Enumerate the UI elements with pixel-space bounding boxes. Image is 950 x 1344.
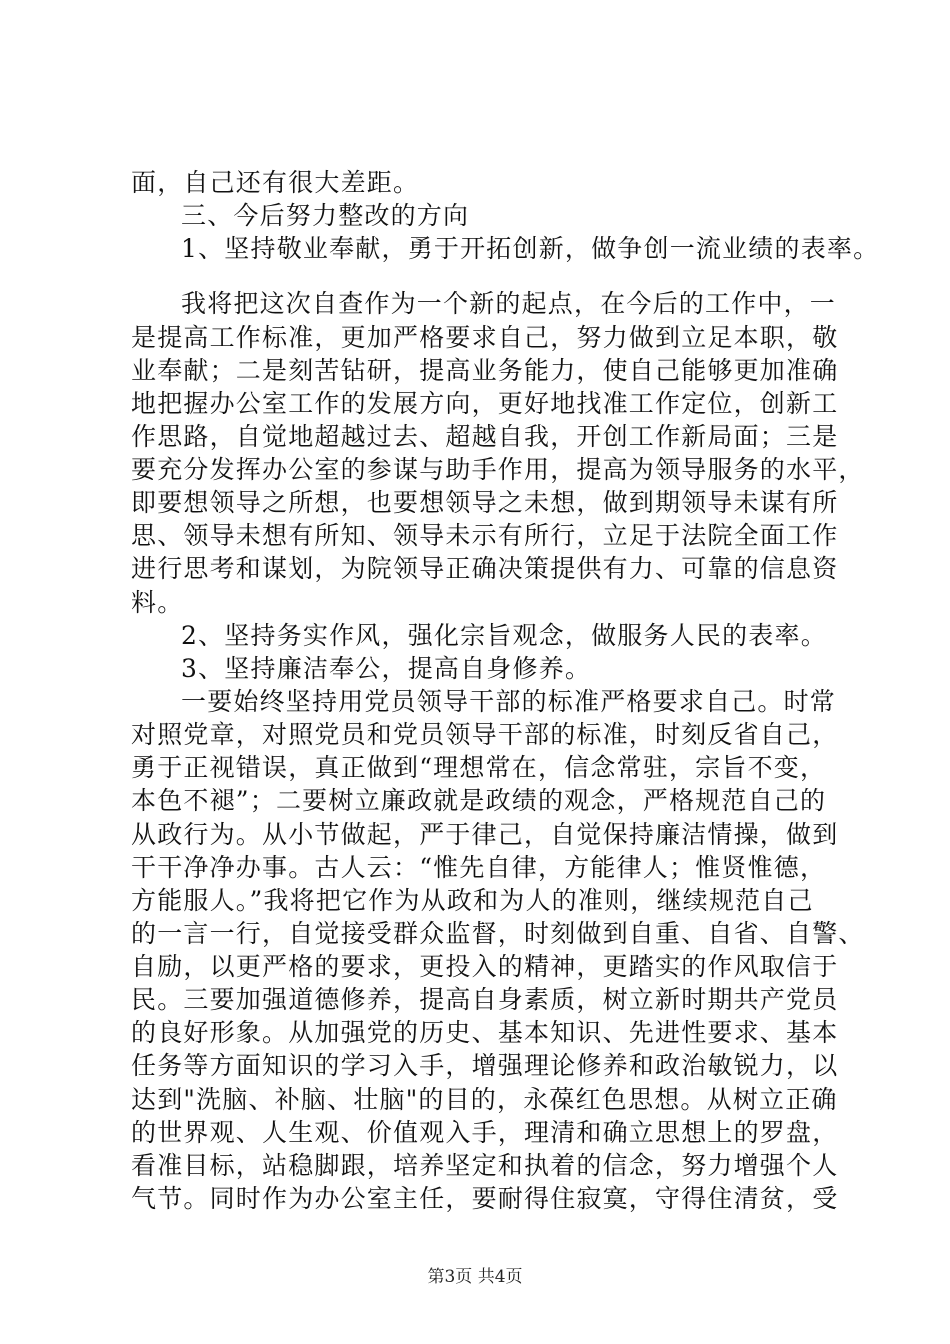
text-line: 看准目标，站稳脚跟，培养坚定和执着的信念，努力增强个人	[131, 1151, 839, 1180]
text-line: 一要始终坚持用党员领导干部的标准严格要求自己。时常	[181, 687, 837, 716]
text-line: 思、领导未想有所知、领导未示有所行，立足于法院全面工作	[131, 521, 839, 550]
text-line: 进行思考和谋划，为院领导正确决策提供有力、可靠的信息资	[131, 554, 839, 583]
text-line: 业奉献；二是刻苦钻研，提高业务能力，使自己能够更加准确	[131, 356, 839, 385]
text-line: 达到"洗脑、补脑、壮脑"的目的，永葆红色思想。从树立正确	[131, 1085, 838, 1114]
subheading: 2、坚持务实作风，强化宗旨观念，做服务人民的表率。	[181, 621, 827, 650]
text-line: 从政行为。从小节做起，严于律己，自觉保持廉洁情操，做到	[131, 820, 839, 849]
text-line: 对照党章，对照党员和党员领导干部的标准，时刻反省自己，	[131, 720, 839, 749]
text-line: 面，自己还有很大差距。	[131, 168, 420, 197]
subheading: 1、坚持敬业奉献，勇于开拓创新，做争创一流业绩的表率。	[181, 234, 880, 263]
text-line: 干干净净办事。古人云：“惟先自律，方能律人；惟贤惟德，	[131, 853, 827, 882]
section-heading: 三、今后努力整改的方向	[181, 201, 470, 230]
text-line: 任务等方面知识的学习入手，增强理论修养和政治敏锐力，以	[131, 1051, 839, 1080]
text-line: 作思路，自觉地超越过去、超越自我，开创工作新局面；三是	[131, 422, 839, 451]
text-line: 是提高工作标准，更加严格要求自己，努力做到立足本职，敬	[131, 323, 839, 352]
text-line: 我将把这次自查作为一个新的起点，在今后的工作中，一	[181, 289, 837, 318]
text-line: 的世界观、人生观、价值观入手，理清和确立思想上的罗盘，	[131, 1118, 839, 1147]
text-line: 料。	[131, 588, 184, 617]
text-line: 要充分发挥办公室的参谋与助手作用，提高为领导服务的水平，	[131, 455, 865, 484]
text-line: 的良好形象。从加强党的历史、基本知识、先进性要求、基本	[131, 1018, 839, 1047]
text-line: 本色不褪”；二要树立廉政就是政绩的观念，严格规范自己的	[131, 786, 827, 815]
text-line: 地把握办公室工作的发展方向，更好地找准工作定位，创新工	[131, 389, 839, 418]
text-line: 民。三要加强道德修养，提高自身素质，树立新时期共产党员	[131, 985, 839, 1014]
text-line: 方能服人。”我将把它作为从政和为人的准则，继续规范自己	[131, 886, 814, 915]
text-line: 即要想领导之所想，也要想领导之未想，做到期领导未谋有所	[131, 488, 839, 517]
text-line: 的一言一行，自觉接受群众监督，时刻做到自重、自省、自警、	[131, 919, 865, 948]
text-line: 气节。同时作为办公室主任，要耐得住寂寞，守得住清贫，受	[131, 1184, 839, 1213]
text-line: 勇于正视错误，真正做到“理想常在，信念常驻，宗旨不变，	[131, 753, 827, 782]
subheading: 3、坚持廉洁奉公，提高自身修养。	[181, 654, 592, 683]
text-line: 自励，以更严格的要求，更投入的精神，更踏实的作风取信于	[131, 952, 839, 981]
page-number-footer: 第3页 共4页	[427, 1267, 523, 1287]
